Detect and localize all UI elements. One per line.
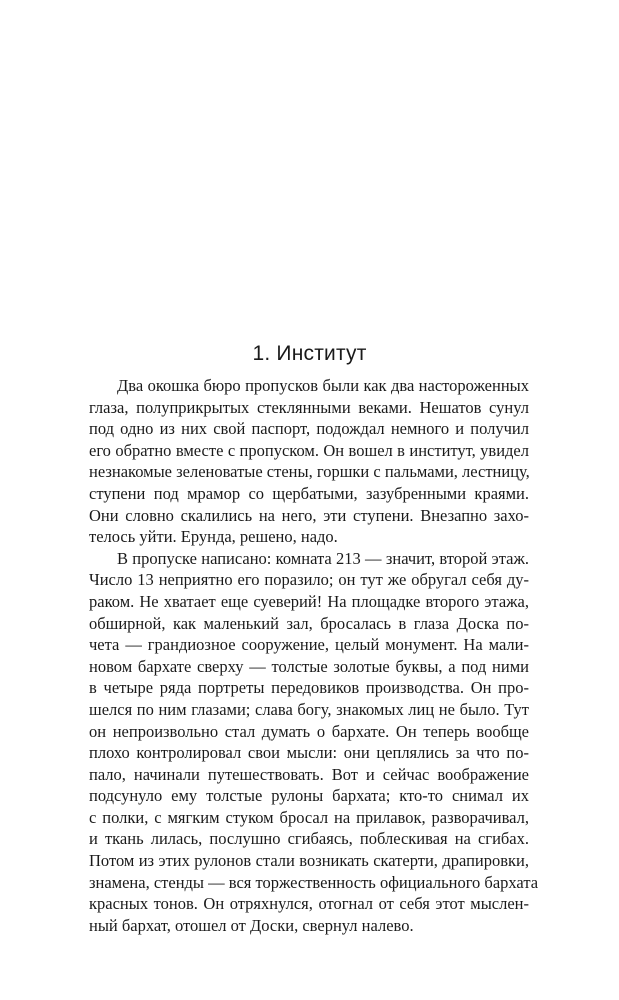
paragraph — [89, 375, 529, 548]
text-line: его обратно вместе с пропуском. Он вошел в институт, увидел — [89, 440, 529, 460]
text-line: ступени под мрамор со щербатыми, зазубренными краями. — [89, 483, 529, 503]
text-line: плохо контролировал свои мысли: они цеплялись за что по- — [89, 743, 529, 763]
text-line: шелся по ним глазами; слава богу, знакомых лиц не было. Тут — [89, 699, 529, 719]
text-line: чета — грандиозное сооружение, целый монумент. На мали- — [89, 635, 529, 655]
text-line: Число 13 неприятно его поразило; он тут же обругал себя ду- — [89, 570, 529, 590]
text-line: знамена, стенды — вся торжественность официального бархата — [89, 872, 539, 892]
text-line: и ткань лилась, послушно сгибаясь, поблескивая на сгибах. — [89, 829, 529, 849]
text-line: обширной, как маленький зал, бросалась в глаза Доска по- — [89, 613, 529, 633]
chapter-title: 1. Институт — [252, 342, 367, 365]
text-line: под одно из них свой паспорт, подождал немного и получил — [89, 419, 529, 439]
body-text — [89, 375, 539, 936]
text-line: новом бархате сверху — толстые золотые буквы, а под ними — [89, 656, 529, 676]
paragraph — [89, 548, 539, 937]
text-line: раком. Не хватает еще суеверий! На площадке второго этажа, — [89, 591, 529, 611]
text-line: ный бархат, отошел от Доски, свернул налево. — [89, 915, 414, 935]
text-line: пало, начинали путешествовать. Вот и сейчас воображение — [89, 764, 529, 784]
text-line: Потом из этих рулонов стали возникать скатерти, драпировки, — [89, 851, 529, 871]
text-line: Они словно скалились на него, эти ступени. Внезапно захо- — [89, 505, 529, 525]
text-line: незнакомые зеленоватые стены, горшки с пальмами, лестницу, — [89, 462, 530, 482]
text-line: В пропуске написано: комната 213 — значит, второй этаж. — [117, 548, 529, 568]
text-line: Два окошка бюро пропусков были как два настороженных — [117, 376, 529, 395]
text-line: в четыре ряда портреты передовиков производства. Он про- — [89, 678, 529, 698]
text-line: глаза, полуприкрытых стеклянными веками. Нешатов сунул — [89, 397, 529, 417]
text-line: красных тонов. Он отряхнулся, отогнал от себя этот мыслен- — [89, 894, 529, 914]
text-line: с полки, с мягким стуком бросал на прилавок, разворачивал, — [89, 807, 529, 827]
text-line: он непроизвольно стал думать о бархате. Он теперь вообще — [89, 721, 529, 741]
text-line: телось уйти. Ерунда, решено, надо. — [89, 527, 338, 547]
text-line: подсунуло ему толстые рулоны бархата; кто-то снимал их — [89, 786, 529, 806]
